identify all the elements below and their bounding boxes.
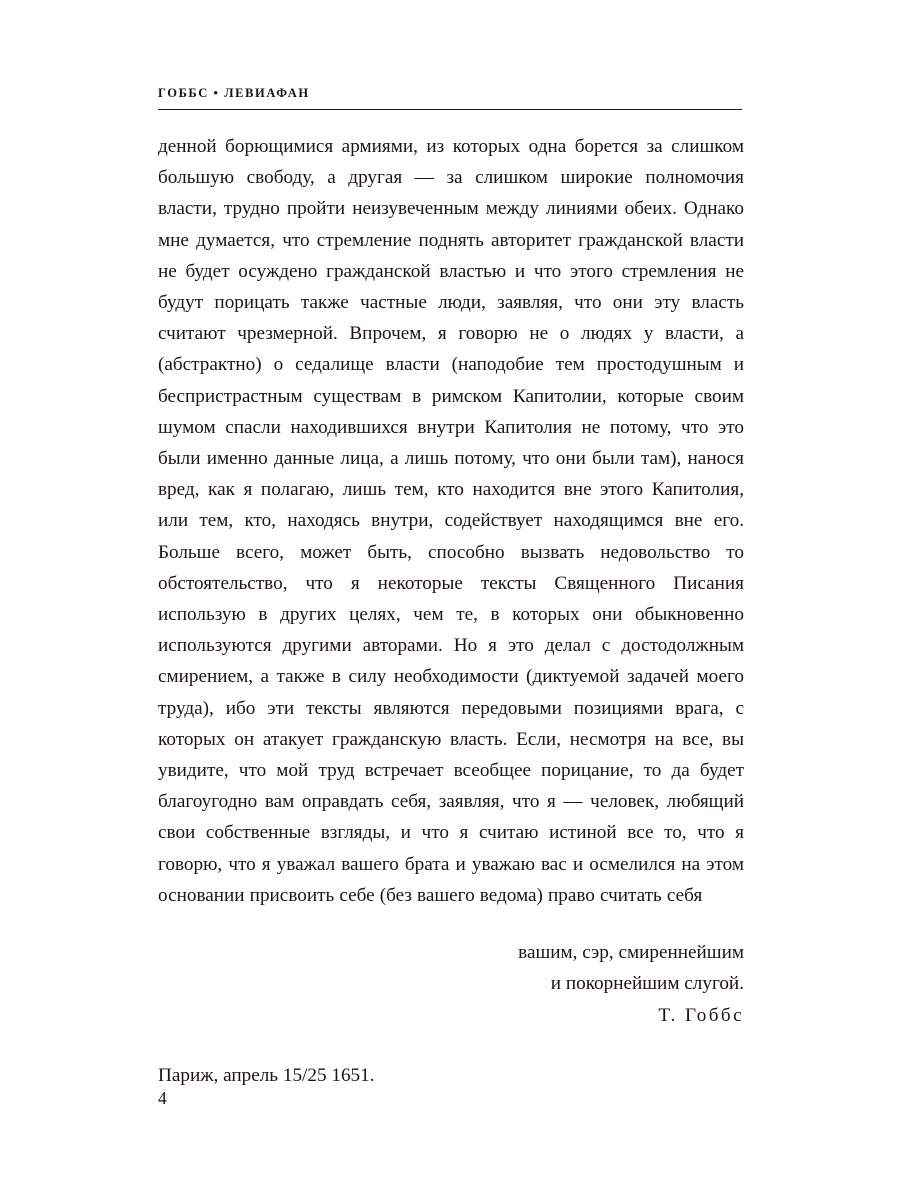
- body-paragraph: денной борющимися армиями, из которых одна борется за слишком большую свободу, а другая — за слишком широкие полномочия власти, трудно пройти неизувеченным между линиями обеих. Однако мне думается, что стремление поднять авторитет гражданской власти не будет осуждено гражданской властью и что этого стремления не будут порицать также частные люди, заявляя, что они эту власть считают чрезмерной. Впрочем, я говорю не о людях у власти, а (абстрактно) о седалище власти (наподобие тем простодушным и беспристрастным существам в римском Капитолии, которые своим шумом спасли находившихся внутри Капитолия не потому, что это были именно данные лица, а лишь потому, что они были там), нанося вред, как я полагаю, лишь тем, кто находится вне этого Капитолия, или тем, кто, находясь внутри, содействует находящимся вне его. Больше всего, может быть, способно вызвать недовольство то обстоятельство, что я некоторые тексты Священного Писания использую в других целях, чем те, в которых они обыкновенно используются другими авторами. Но я это делал с достодолжным смирением, а также в силу необходимости (диктуемой задачей моего труда), ибо эти тексты являются передовыми позициями врага, с которых он атакует гражданскую власть. Если, несмотря на все, вы увидите, что мой труд встречает всеобщее порицание, то да будет благоугодно вам оправдать себя, заявляя, что я — человек, любящий свои собственные взгляды, и что я считаю истиной все то, что я говорю, что я уважал вашего брата и уважаю вас и осмелился на этом основании присвоить себе (без вашего ведома) право считать себя: [158, 136, 744, 906]
- signature: Т. Гоббс: [658, 1005, 744, 1027]
- closing-line-2: и покорнейшим слугой.: [550, 973, 744, 995]
- page-number: 4: [158, 1088, 167, 1108]
- closing-line-1: вашим, сэр, смиреннейшим: [518, 942, 744, 964]
- running-head: [158, 84, 742, 110]
- body-text-block: [158, 131, 744, 1091]
- running-head-text: ГОББС • ЛЕВИАФАН: [158, 86, 310, 100]
- place-and-date: Париж, апрель 15/25 1651.: [158, 1064, 375, 1086]
- closing-block: [158, 937, 744, 1032]
